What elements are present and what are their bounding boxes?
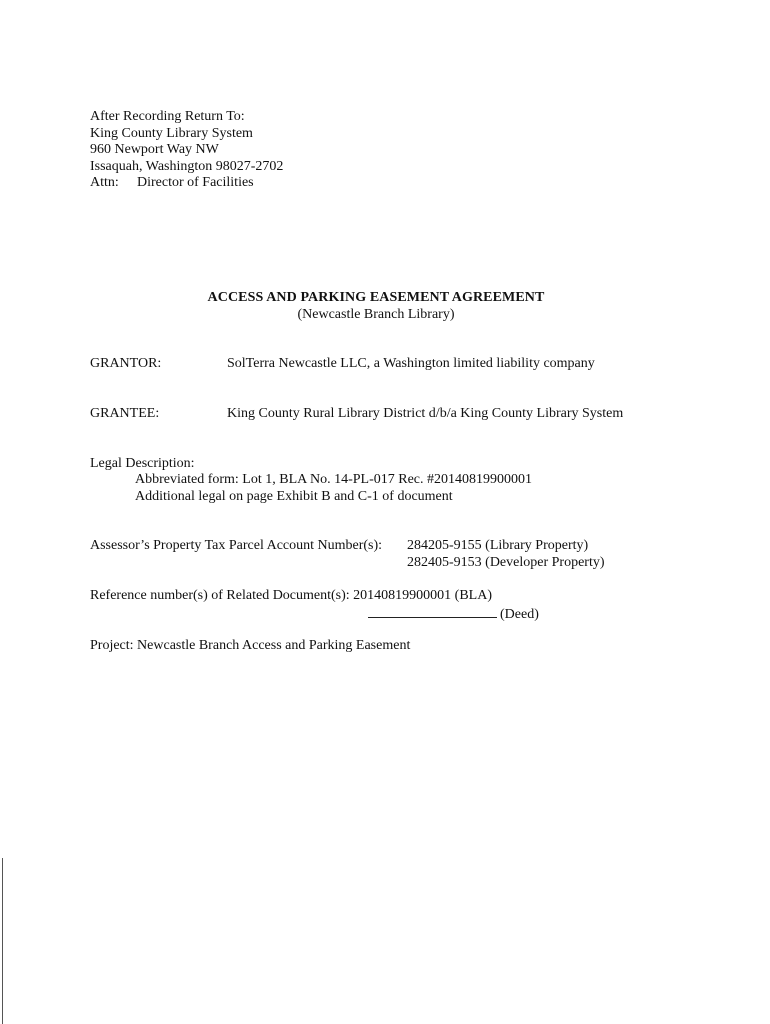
attn-value: Director of Facilities	[137, 175, 254, 190]
parcel-number-developer: 282405-9153 (Developer Property)	[407, 555, 605, 570]
legal-description-abbreviated: Abbreviated form: Lot 1, BLA No. 14-PL-017 Rec. #20140819900001	[135, 472, 533, 487]
return-address-block	[90, 109, 283, 192]
related-document-reference: Reference number(s) of Related Document(s): 20140819900001 (BLA)	[90, 588, 492, 603]
grantor-label: GRANTOR:	[90, 356, 162, 371]
legal-description-heading: Legal Description:	[90, 456, 195, 471]
return-street: 960 Newport Way NW	[90, 142, 219, 157]
assessor-parcel-label: Assessor’s Property Tax Parcel Account Number(s):	[90, 538, 383, 553]
deed-label: (Deed)	[500, 607, 539, 622]
return-heading: After Recording Return To:	[90, 109, 245, 124]
document-subtitle: (Newcastle Branch Library)	[297, 307, 455, 322]
deed-blank-line	[368, 605, 497, 618]
grantee-value: King County Rural Library District d/b/a King County Library System	[227, 406, 624, 421]
scan-edge-line	[2, 858, 3, 1024]
document-title: ACCESS AND PARKING EASEMENT AGREEMENT	[207, 290, 545, 305]
grantor-value: SolTerra Newcastle LLC, a Washington limited liability company	[227, 356, 595, 371]
grantee-label: GRANTEE:	[90, 406, 160, 421]
deed-reference-row	[368, 605, 539, 623]
legal-description-additional: Additional legal on page Exhibit B and C-1 of document	[135, 489, 453, 504]
return-city-state-zip: Issaquah, Washington 98027-2702	[90, 158, 284, 174]
return-organization: King County Library System	[90, 125, 253, 141]
attn-label: Attn:	[90, 175, 119, 190]
return-attn	[90, 175, 283, 192]
parcel-number-library: 284205-9155 (Library Property)	[407, 538, 589, 553]
project-line: Project: Newcastle Branch Access and Parking Easement	[90, 638, 411, 653]
